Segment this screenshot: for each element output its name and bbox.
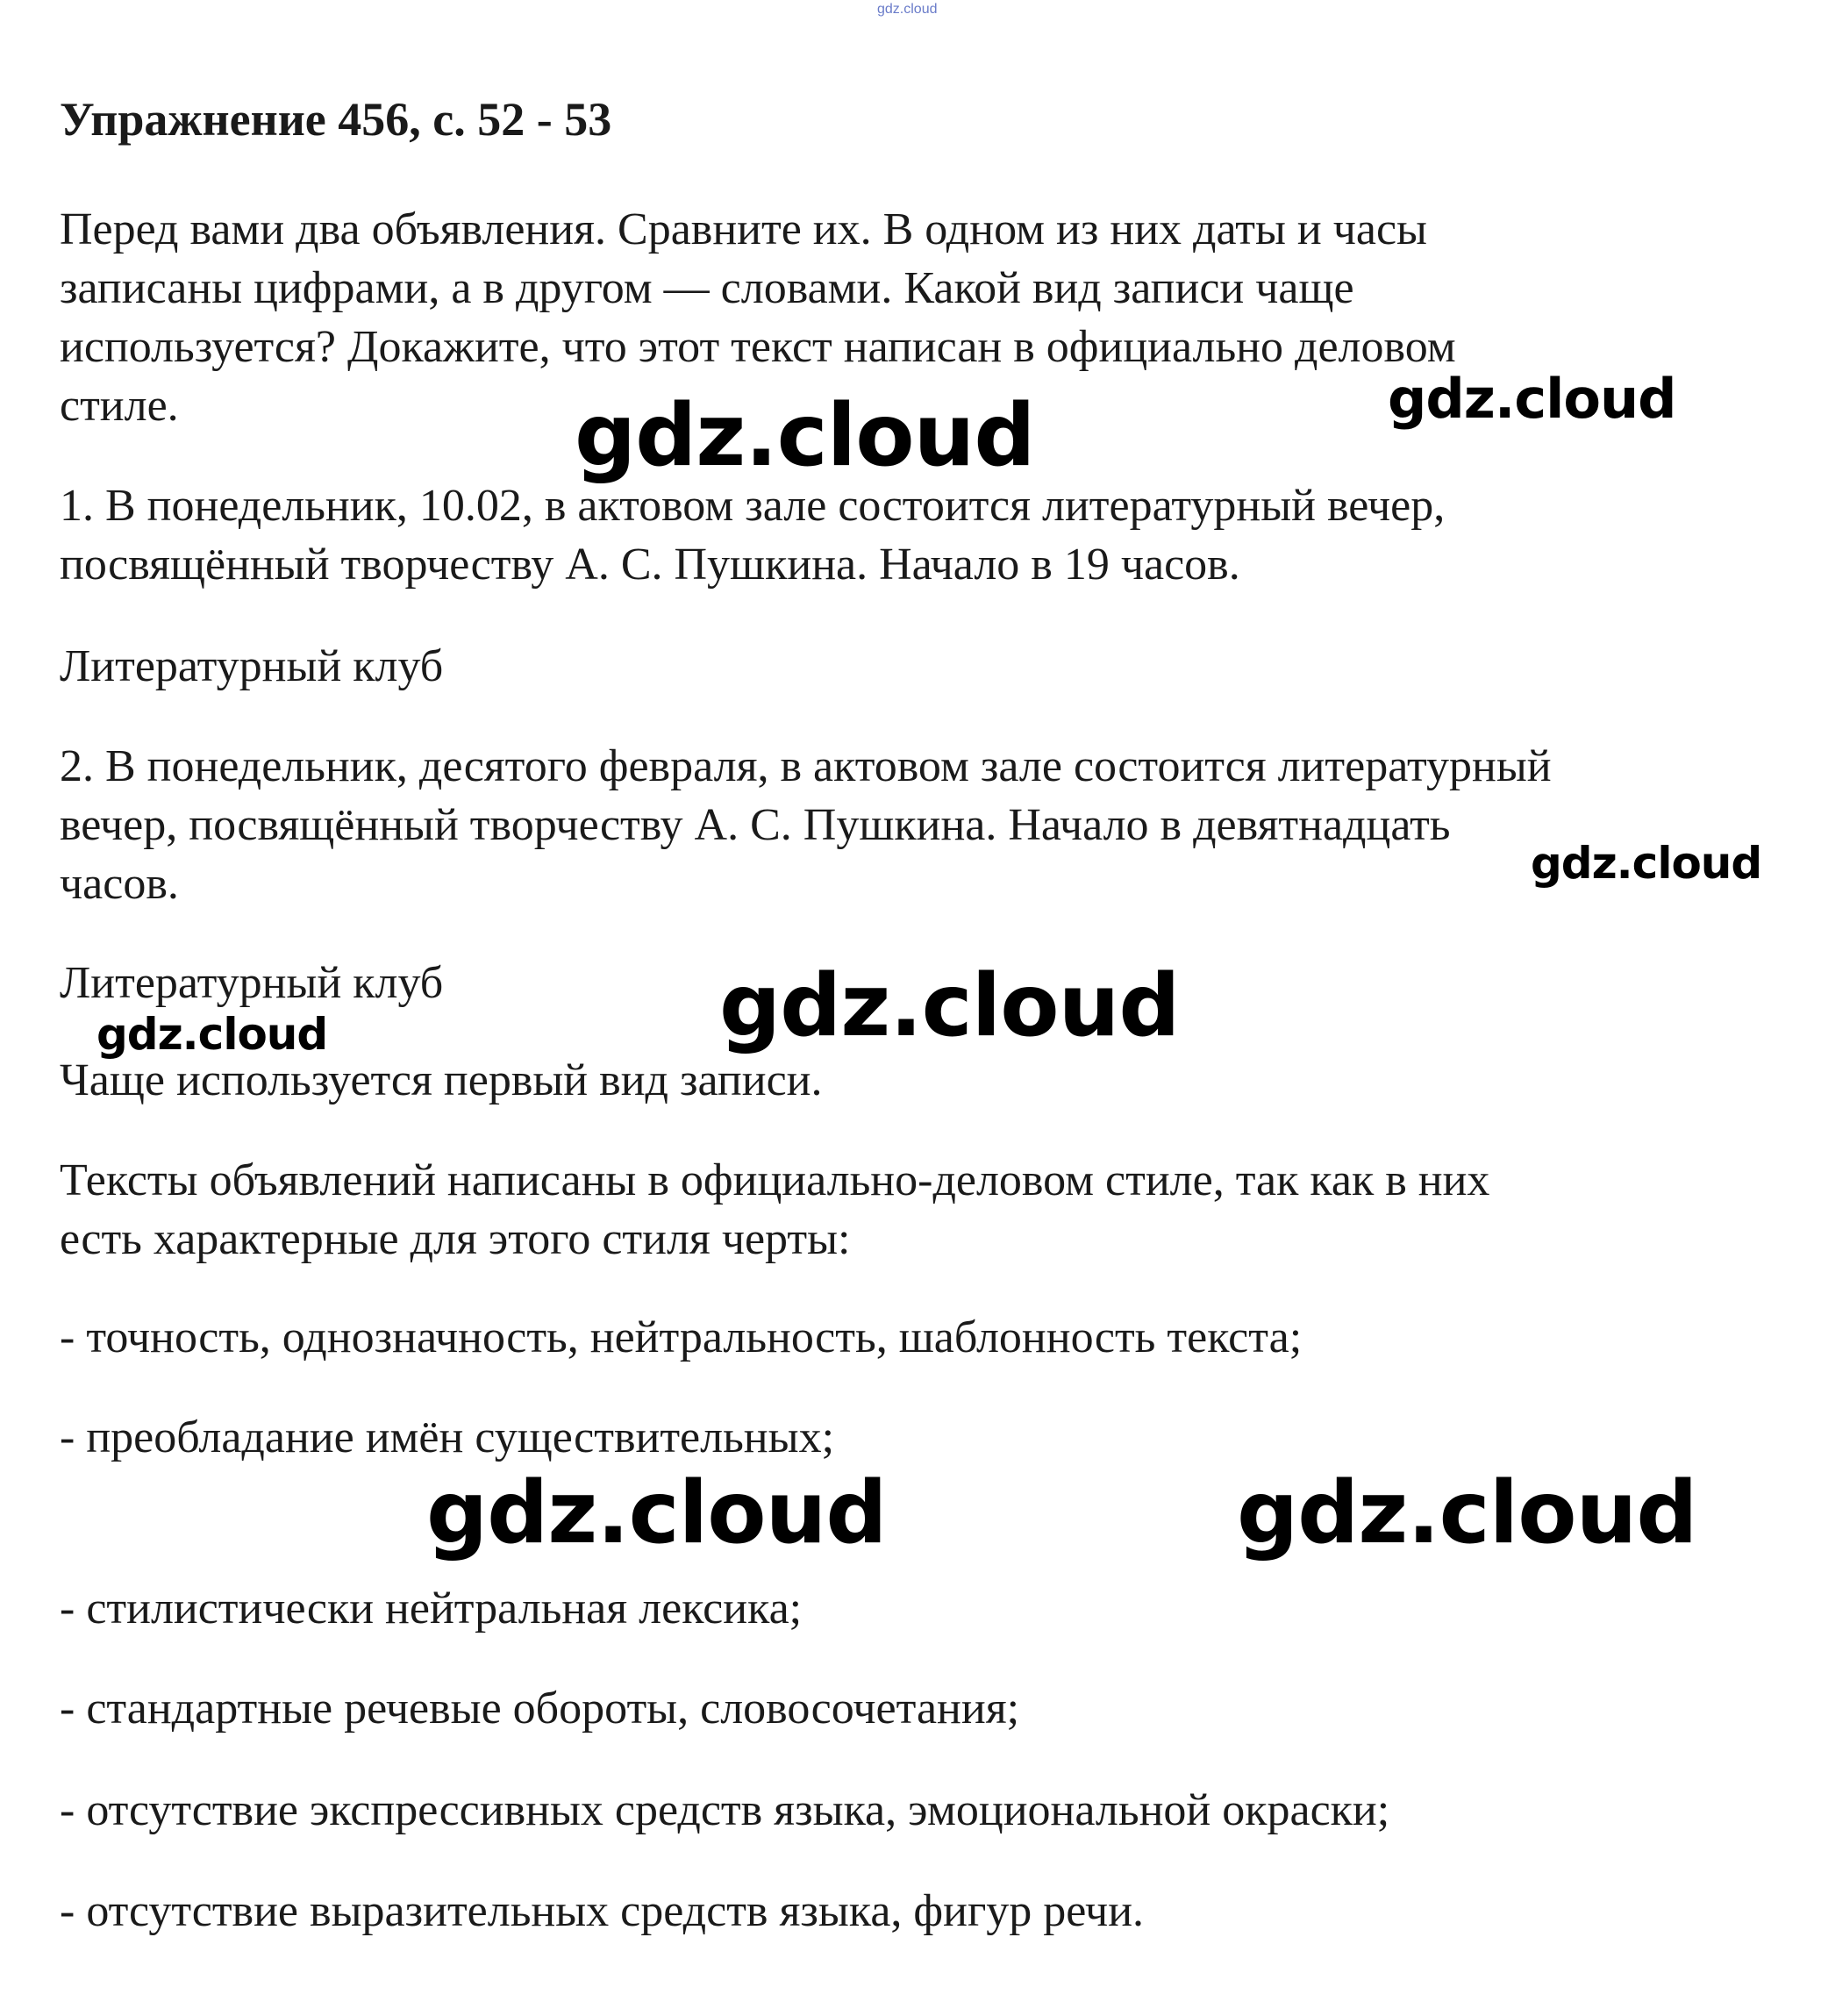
notice-line: посвящённый творчеству А. С. Пушкина. Начало в 19 часов. bbox=[60, 540, 1240, 590]
notice-2-text bbox=[60, 737, 1552, 913]
answer-conclusion: Чаще используется первый вид записи. bbox=[60, 1055, 823, 1105]
task-line: записаны цифрами, а в другом — словами. Какой вид записи чаще bbox=[60, 263, 1354, 313]
notice-line: часов. bbox=[60, 859, 179, 909]
feature-item: - точность, однозначность, нейтральность, шаблонность текста; bbox=[60, 1312, 1303, 1362]
answer-explanation bbox=[60, 1151, 1489, 1269]
feature-item: - стилистически нейтральная лексика; bbox=[60, 1583, 803, 1634]
watermark: gdz.cloud bbox=[1237, 1463, 1697, 1563]
task-line: Перед вами два объявления. Сравните их. В одном из них даты и часы bbox=[60, 204, 1427, 254]
watermark: gdz.cloud bbox=[1531, 838, 1762, 889]
notice-line: 2. В понедельник, десятого февраля, в актовом зале состоится литературный bbox=[60, 741, 1552, 791]
watermark: gdz.cloud bbox=[719, 956, 1180, 1056]
feature-item: - стандартные речевые обороты, словосочетания; bbox=[60, 1684, 1020, 1734]
notice-line: 1. В понедельник, 10.02, в актовом зале состоится литературный вечер, bbox=[60, 481, 1446, 531]
notice-1-text bbox=[60, 476, 1445, 594]
notice-1-signature: Литературный клуб bbox=[60, 641, 444, 691]
top-watermark: gdz.cloud bbox=[877, 2, 938, 17]
task-line: используется? Докажите, что этот текст написан в официально деловом bbox=[60, 322, 1456, 372]
explanation-line: Тексты объявлений написаны в официально-деловом стиле, так как в них bbox=[60, 1155, 1490, 1205]
feature-item: - отсутствие экспрессивных средств языка, эмоциональной окраски; bbox=[60, 1785, 1390, 1835]
watermark: gdz.cloud bbox=[1388, 367, 1676, 431]
watermark: gdz.cloud bbox=[575, 386, 1035, 486]
task-line: стиле. bbox=[60, 381, 179, 431]
notice-line: вечер, посвящённый творчеству А. С. Пушкина. Начало в девятнадцать bbox=[60, 800, 1451, 850]
watermark: gdz.cloud bbox=[426, 1463, 887, 1563]
explanation-line: есть характерные для этого стиля черты: bbox=[60, 1214, 851, 1264]
feature-item: - преобладание имён существительных; bbox=[60, 1412, 835, 1462]
feature-item: - отсутствие выразительных средств языка, фигур речи. bbox=[60, 1886, 1145, 1936]
notice-2-signature: Литературный клуб bbox=[60, 958, 444, 1008]
exercise-title: Упражнение 456, с. 52 - 53 bbox=[60, 93, 612, 146]
watermark: gdz.cloud bbox=[96, 1009, 328, 1060]
